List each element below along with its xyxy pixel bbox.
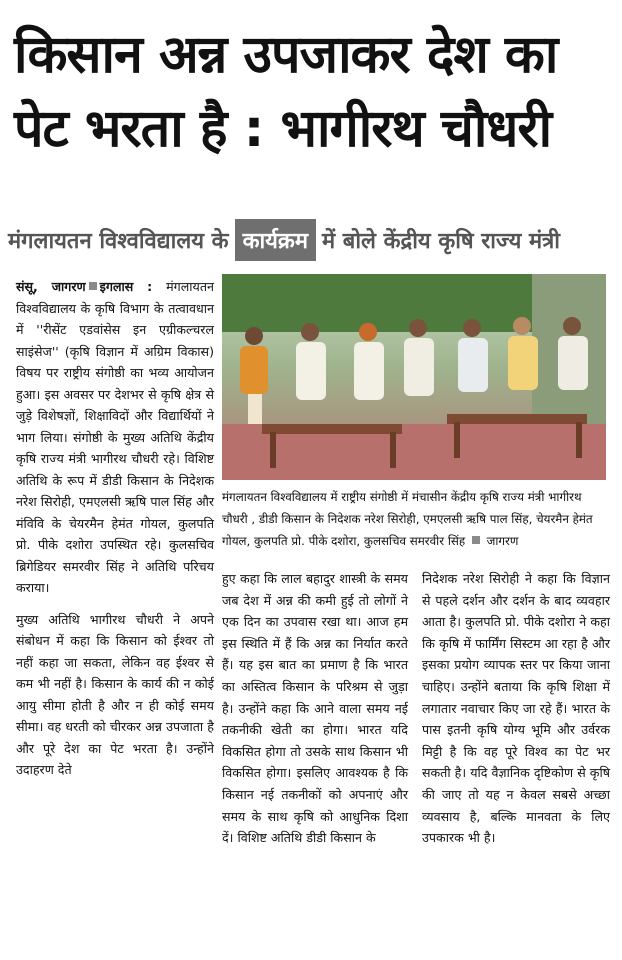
article-column-1 — [16, 276, 214, 791]
bullet-square-icon — [472, 536, 480, 544]
column1-text-1: मंगलायतन विश्वविद्यालय के कृषि विभाग के तत्वावधान में ''रीसेंट एडवांसेस इन एग्रीकल्चरल साइंसेज'' (कृषि विज्ञान में अग्रिम विकास) विषय पर राष्ट्रीय संगोष्ठी का भव्य आयोजन हुआ। इस अवसर पर देशभर से कृषि क्षेत्र से जुड़े विशेषज्ञों, शिक्षाविदों और विद्यार्थियों ने भाग लिया। संगोष्ठी के मुख्य अतिथि केंद्रीय कृषि राज्य मंत्री भागीरथ चौधरी रहे। विशिष्ट अतिथि के रूप में डीडी किसान के निदेशक नरेश सिरोही, एमएलसी ऋषि पाल सिंह और मंविवि के चेयरमैन हेमंत गोयल, कुलपति प्रो. पीके दशोरा उपस्थित रहे। कुलसचिव ब्रिगेडियर समरवीर सिंह ने अतिथि परिचय कराया। — [16, 279, 214, 595]
photo-caption — [222, 486, 608, 552]
subheadline-after: में बोले केंद्रीय कृषि राज्य मंत्री — [321, 229, 560, 254]
column1-paragraph-1: संसू, जागरण इगलास : मंगलायतन विश्वविद्यालय के कृषि विभाग के तत्वावधान में ''रीसेंट एडवांसेस इन एग्रीकल्चरल साइंसेज'' (कृषि विज्ञान में अग्रिम विकास) विषय पर राष्ट्रीय संगोष्ठी का भव्य आयोजन हुआ। इस अवसर पर देशभर से कृषि क्षेत्र से जुड़े विशेषज्ञों, शिक्षाविदों और विद्यार्थियों ने भाग लिया। संगोष्ठी के मुख्य अतिथि केंद्रीय कृषि राज्य मंत्री भागीरथ चौधरी रहे। विशिष्ट अतिथि के रूप में डीडी किसान के निदेशक नरेश सिरोही, एमएलसी ऋषि पाल सिंह और मंविवि के चेयरमैन हेमंत गोयल, कुलपति प्रो. पीके दशोरा उपस्थित रहे। कुलसचिव ब्रिगेडियर समरवीर सिंह ने अतिथि परिचय कराया। — [16, 279, 214, 595]
subheadline-before: मंगलायतन विश्वविद्यालय के — [8, 229, 229, 254]
byline-place: इगलास — [99, 279, 134, 294]
caption-credit: जागरण — [486, 534, 519, 548]
column1-paragraph-2: मुख्य अतिथि भागीरथ चौधरी ने अपने संबोधन में कहा कि किसान को ईश्वर तो नहीं कहा जा सकता, लेकिन वह ईश्वर से कम भी नहीं है। किसान के कार्य की न कोई आयु सीमा होती है और न ही कोई समय सीमा। वह धरती को चीरकर अन्न उपजाता है और पूरे देश का पेट भरता है। उन्होंने उदाहरण देते — [16, 611, 214, 777]
article-column-2 — [222, 568, 408, 849]
event-photo — [222, 274, 606, 480]
article-column-3 — [422, 568, 610, 849]
headline-line-1: किसान अन्न उपजाकर देश का — [14, 25, 558, 85]
article-headline — [14, 18, 614, 166]
column2-text: हुए कहा कि लाल बहादुर शास्त्री के समय जब देश में अन्न की कमी हुई तो लोगों ने एक दिन का उपवास रखा था। आज हम इस स्थिति में हैं कि अन्न का निर्यात करते हैं। यह इस बात का प्रमाण है कि भारत का अस्तित्व किसान के परिश्रम से जुड़ा है। उन्होंने कहा कि आने वाला समय नई तकनीकी खेती का होगा। भारत यदि विकसित होगा तो उसके साथ किसान भी विकसित होगा। इसलिए आवश्यक है कि किसान नई तकनीकों को अपनाएं और समय के साथ कृषि को आधुनिक दिशा दें। विशिष्ट अतिथि डीडी किसान के — [222, 571, 408, 846]
caption-text: मंगलायतन विश्वविद्यालय में राष्ट्रीय संगोष्ठी में मंचासीन केंद्रीय कृषि राज्य मंत्री भागीरथ चौधरी , डीडी किसान के निदेशक नरेश सिरोही, एमएलसी ऋषि पाल सिंह, चेयरमैन हेमंत गोयल, कुलपति प्रो. पीके दशोरा, कुलसचिव समरवीर सिंह — [222, 490, 593, 548]
headline-line-2: पेट भरता है : भागीरथ चौधरी — [14, 99, 552, 159]
bullet-square-icon — [89, 282, 97, 290]
column3-text: निदेशक नरेश सिरोही ने कहा कि विज्ञान से पहले दर्शन और दर्शन के बाद व्यवहार आता है। कुलपति प्रो. पीके दशोरा ने कहा कि कृषि में फार्मिंग सिस्टम आ रहा है और इसका प्रयोग व्यापक स्तर पर किया जाना चाहिए। उन्होंने बताया कि कृषि शिक्षा में लगातार नवाचार किए जा रहे हैं। भारत के पास इतनी कृषि योग्य भूमि और उर्वरक मिट्टी है कि वह पूरे विश्व का पेट भर सकती है। यदि वैज्ञानिक दृष्टिकोण से कृषि की जाए तो यह न केवल सबसे अच्छा व्यवसाय है, बल्कि मानवता के लिए उपकारक भी है। — [422, 571, 610, 846]
article-subheadline — [8, 214, 614, 266]
subheadline-highlight: कार्यक्रम — [235, 219, 316, 261]
byline-agency: संसू, जागरण — [16, 279, 86, 294]
